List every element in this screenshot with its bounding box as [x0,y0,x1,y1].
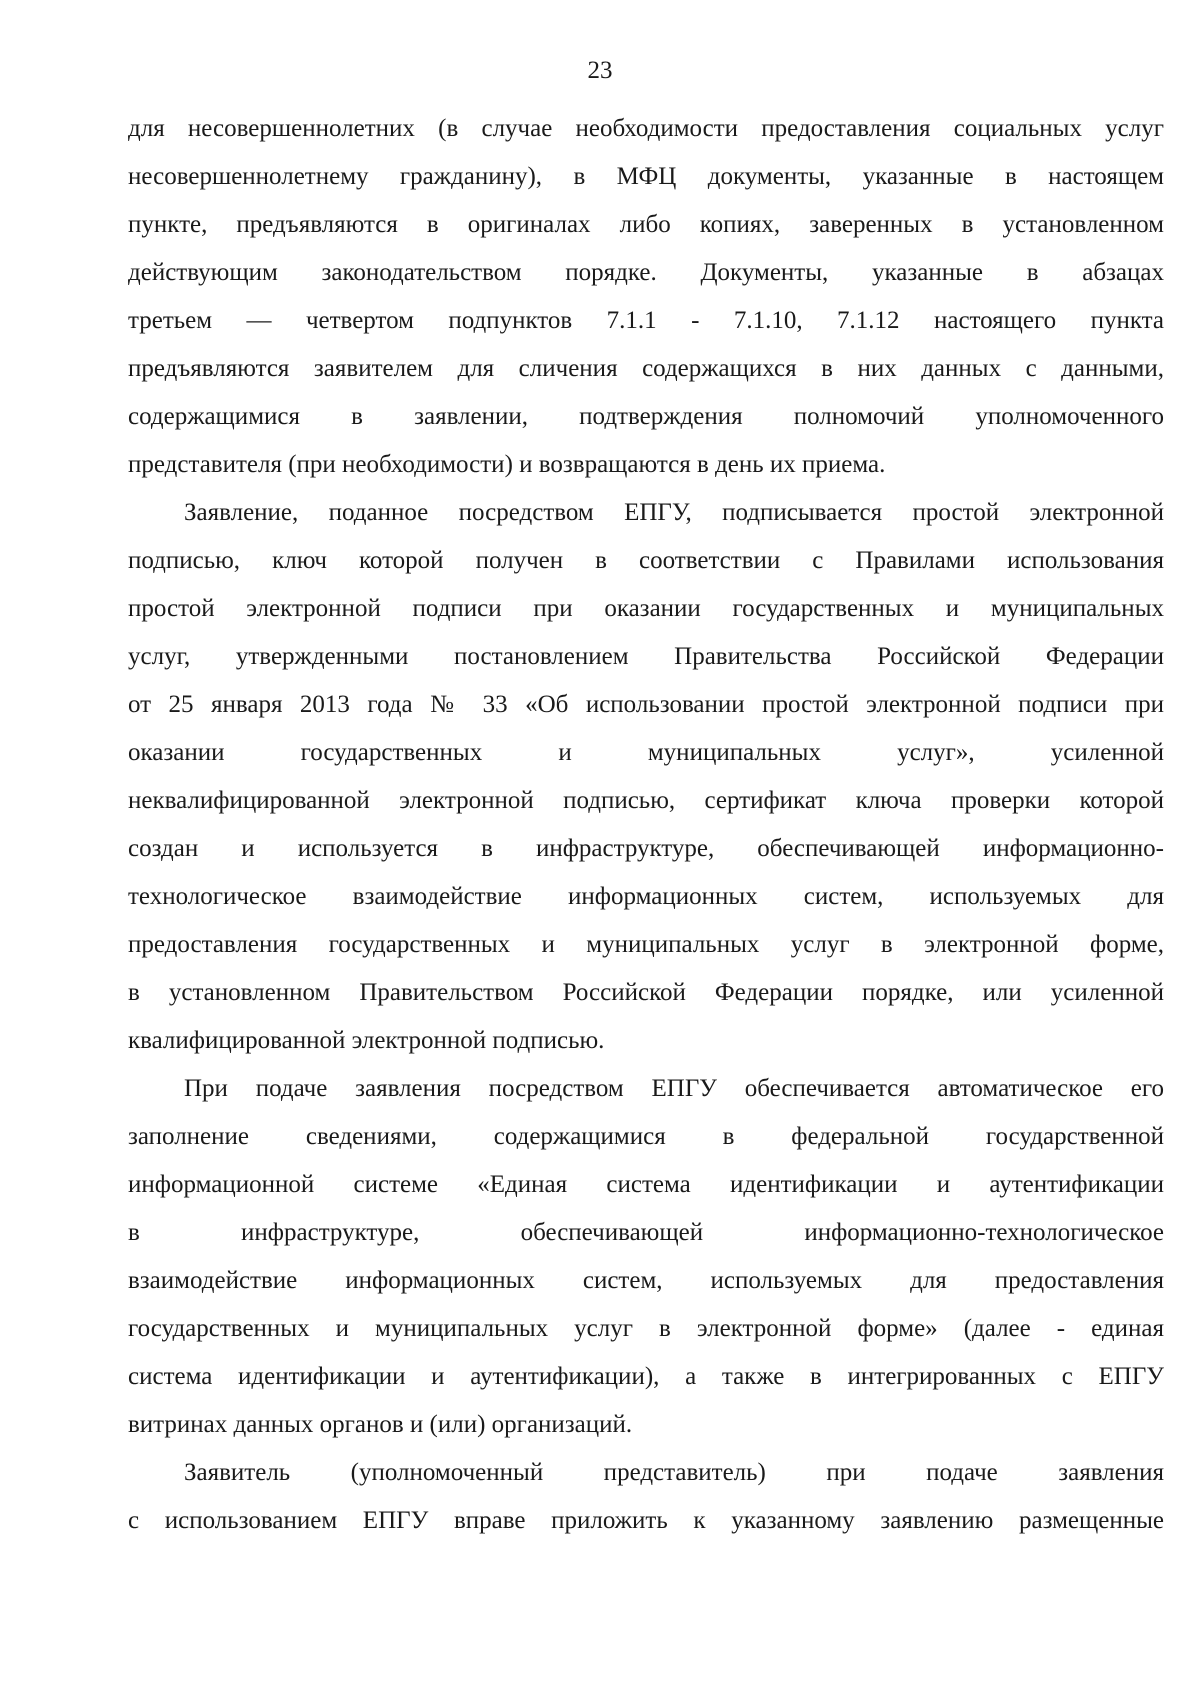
text-line: с использованием ЕПГУ вправе приложить к указанному заявлению размещенные [128,1507,1164,1534]
text-line: простой электронной подписи при оказании государственных и муниципальных [128,595,1164,622]
text-line: Заявление, поданное посредством ЕПГУ, подписывается простой электронной [184,499,1164,526]
text-line: предоставления государственных и муниципальных услуг в электронной форме, [128,931,1164,958]
text-line: подписью, ключ которой получен в соответствии с Правилами использования [128,547,1164,574]
text-line: третьем — четвертом подпунктов 7.1.1 - 7.1.10, 7.1.12 настоящего пункта [128,307,1164,334]
document-body [128,105,1164,1545]
paragraph-2 [128,489,1164,1065]
paragraph-1 [128,105,1164,489]
text-line: от 25 января 2013 года № 33 «Об использовании простой электронной подписи при [128,691,1164,718]
text-line: неквалифицированной электронной подписью, сертификат ключа проверки которой [128,787,1164,814]
text-line: взаимодействие информационных систем, используемых для предоставления [128,1267,1164,1294]
text-line: представителя (при необходимости) и возвращаются в день их приема. [128,451,886,478]
text-line: система идентификации и аутентификации), а также в интегрированных с ЕПГУ [128,1363,1164,1390]
text-line: предъявляются заявителем для сличения содержащихся в них данных с данными, [128,355,1164,382]
text-line: содержащимися в заявлении, подтверждения полномочий уполномоченного [128,403,1164,430]
text-line: Заявитель (уполномоченный представитель) при подаче заявления [184,1459,1164,1486]
text-line: технологическое взаимодействие информационных систем, используемых для [128,883,1164,910]
text-line: При подаче заявления посредством ЕПГУ обеспечивается автоматическое его [184,1075,1164,1102]
text-line: оказании государственных и муниципальных услуг», усиленной [128,739,1164,766]
text-line: для несовершеннолетних (в случае необходимости предоставления социальных услуг [128,115,1164,142]
text-line: несовершеннолетнему гражданину), в МФЦ документы, указанные в настоящем [128,163,1164,190]
paragraph-3 [128,1065,1164,1449]
text-line: в инфраструктуре, обеспечивающей информационно-технологическое [128,1219,1164,1246]
text-line: в установленном Правительством Российской Федерации порядке, или усиленной [128,979,1164,1006]
text-line: витринах данных органов и (или) организаций. [128,1411,633,1438]
text-line: информационной системе «Единая система идентификации и аутентификации [128,1171,1164,1198]
paragraph-4 [128,1449,1164,1545]
text-line: пункте, предъявляются в оригиналах либо копиях, заверенных в установленном [128,211,1164,238]
text-line: квалифицированной электронной подписью. [128,1027,605,1054]
text-line: создан и используется в инфраструктуре, обеспечивающей информационно- [128,835,1164,862]
text-line: действующим законодательством порядке. Документы, указанные в абзацах [128,259,1164,286]
page-number: 23 [587,57,613,84]
text-line: государственных и муниципальных услуг в электронной форме» (далее - единая [128,1315,1164,1342]
text-line: заполнение сведениями, содержащимися в федеральной государственной [128,1123,1164,1150]
text-line: услуг, утвержденными постановлением Правительства Российской Федерации [128,643,1164,670]
